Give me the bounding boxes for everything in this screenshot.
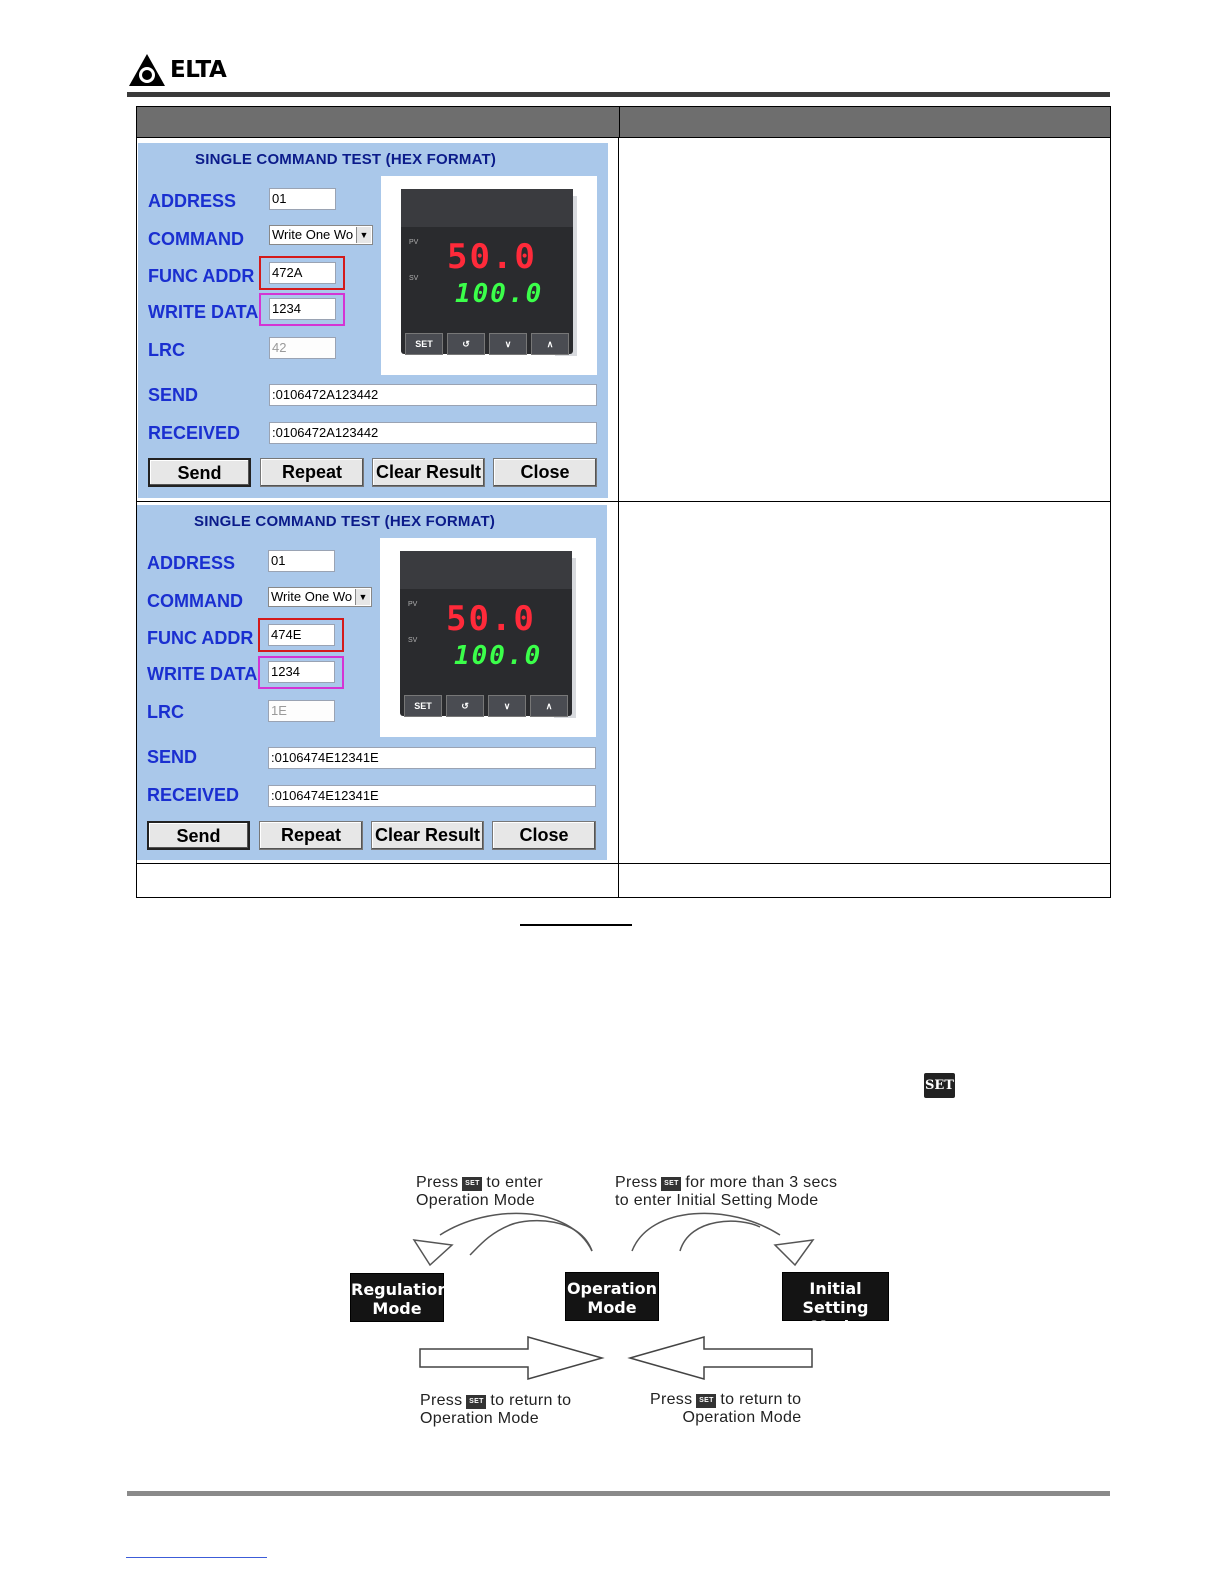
section-rule (520, 924, 632, 926)
address-label: ADDRESS (148, 191, 237, 211)
down-key-icon: ∨ (488, 695, 526, 717)
enter-initial-setting-caption: Press SET for more than 3 secs to enter Initial Setting Mode (615, 1174, 838, 1209)
enter-operation-caption: Press SET to enter Operation Mode (416, 1174, 544, 1209)
pv-readout: 50.0 (447, 237, 537, 277)
write-data-field[interactable]: 1234 (268, 661, 335, 683)
send-label: SEND (147, 747, 198, 767)
cycle-key-icon: ↺ (447, 333, 485, 355)
command-select-value: Write One Wo (271, 589, 353, 604)
send-field[interactable]: :0106472A123442 (269, 384, 597, 406)
write-data-label: WRITE DATA (147, 664, 258, 684)
cycle-key-icon: ↺ (446, 695, 484, 717)
regulation-mode-box: Regulation Mode (350, 1273, 444, 1322)
sv-readout: 100.0 (454, 641, 543, 671)
address-label: ADDRESS (147, 553, 236, 573)
operation-mode-box: Operation Mode (565, 1272, 659, 1321)
logo-text: ELTA (170, 57, 227, 83)
down-key-icon: ∨ (489, 333, 527, 355)
lrc-label: LRC (147, 702, 184, 722)
command-test-dialog-2 (137, 505, 607, 860)
func-addr-label: FUNC ADDR (148, 266, 255, 286)
command-select[interactable] (268, 587, 372, 607)
send-button[interactable]: Send (148, 458, 251, 487)
set-key-icon: SET (924, 1073, 955, 1098)
close-button[interactable]: Close (492, 821, 596, 850)
delta-logo (128, 52, 226, 88)
received-field[interactable]: :0106472A123442 (269, 422, 597, 444)
lrc-field: 42 (269, 337, 336, 359)
set-key: SET (404, 695, 442, 717)
table-header (136, 106, 1111, 138)
command-label: COMMAND (147, 591, 243, 611)
command-label: COMMAND (148, 229, 244, 249)
mode-diagram (330, 1165, 910, 1435)
controller-image (381, 176, 597, 375)
up-key-icon: ∧ (530, 695, 568, 717)
initial-setting-mode-box: Initial Setting Mode (782, 1272, 889, 1321)
address-field[interactable]: 01 (268, 550, 335, 572)
return-from-regulation-caption: Press SET to return to Operation Mode (420, 1392, 572, 1427)
repeat-button[interactable]: Repeat (259, 821, 363, 850)
write-data-label: WRITE DATA (148, 302, 259, 322)
func-addr-field[interactable]: 472A (269, 262, 336, 284)
command-select-value: Write One Wo (272, 227, 354, 242)
set-key-icon: SET (466, 1395, 486, 1409)
send-button[interactable]: Send (147, 821, 250, 850)
table-column-divider (618, 138, 619, 898)
set-key-icon: SET (661, 1177, 681, 1191)
func-addr-label: FUNC ADDR (147, 628, 254, 648)
received-label: RECEIVED (148, 423, 241, 443)
send-label: SEND (148, 385, 199, 405)
received-field[interactable]: :0106474E12341E (268, 785, 596, 807)
dialog-title: SINGLE COMMAND TEST (HEX FORMAT) (195, 151, 497, 168)
chevron-down-icon[interactable]: ▼ (356, 227, 371, 243)
footer-rule (127, 1491, 1110, 1496)
controller-image (380, 538, 596, 737)
set-key-icon: SET (696, 1394, 716, 1408)
send-field[interactable]: :0106474E12341E (268, 747, 596, 769)
lrc-field: 1E (268, 700, 335, 722)
clear-result-button[interactable]: Clear Result (372, 458, 485, 487)
lrc-label: LRC (148, 340, 185, 360)
command-test-dialog-1 (138, 143, 608, 498)
up-key-icon: ∧ (531, 333, 569, 355)
address-field[interactable]: 01 (269, 188, 336, 210)
header-rule (127, 92, 1110, 97)
table-row-divider (136, 501, 1111, 502)
close-button[interactable]: Close (493, 458, 597, 487)
set-key-icon: SET (462, 1177, 482, 1191)
sv-tag: SV (409, 275, 419, 282)
delta-logo-icon (128, 53, 166, 87)
footer-link-underline (126, 1557, 267, 1558)
command-select[interactable] (269, 225, 373, 245)
repeat-button[interactable]: Repeat (260, 458, 364, 487)
sv-tag: SV (408, 637, 418, 644)
clear-result-button[interactable]: Clear Result (371, 821, 484, 850)
return-from-initial-setting-caption: Press SET to return to Operation Mode (650, 1391, 802, 1426)
table-row-divider (136, 863, 1111, 864)
dialog-title: SINGLE COMMAND TEST (HEX FORMAT) (194, 513, 496, 530)
chevron-down-icon[interactable]: ▼ (355, 589, 370, 605)
write-data-field[interactable]: 1234 (269, 298, 336, 320)
pv-readout: 50.0 (446, 599, 536, 639)
func-addr-field[interactable]: 474E (268, 624, 335, 646)
sv-readout: 100.0 (455, 279, 544, 309)
pv-tag: PV (408, 601, 418, 608)
set-key: SET (405, 333, 443, 355)
pv-tag: PV (409, 239, 419, 246)
received-label: RECEIVED (147, 785, 240, 805)
